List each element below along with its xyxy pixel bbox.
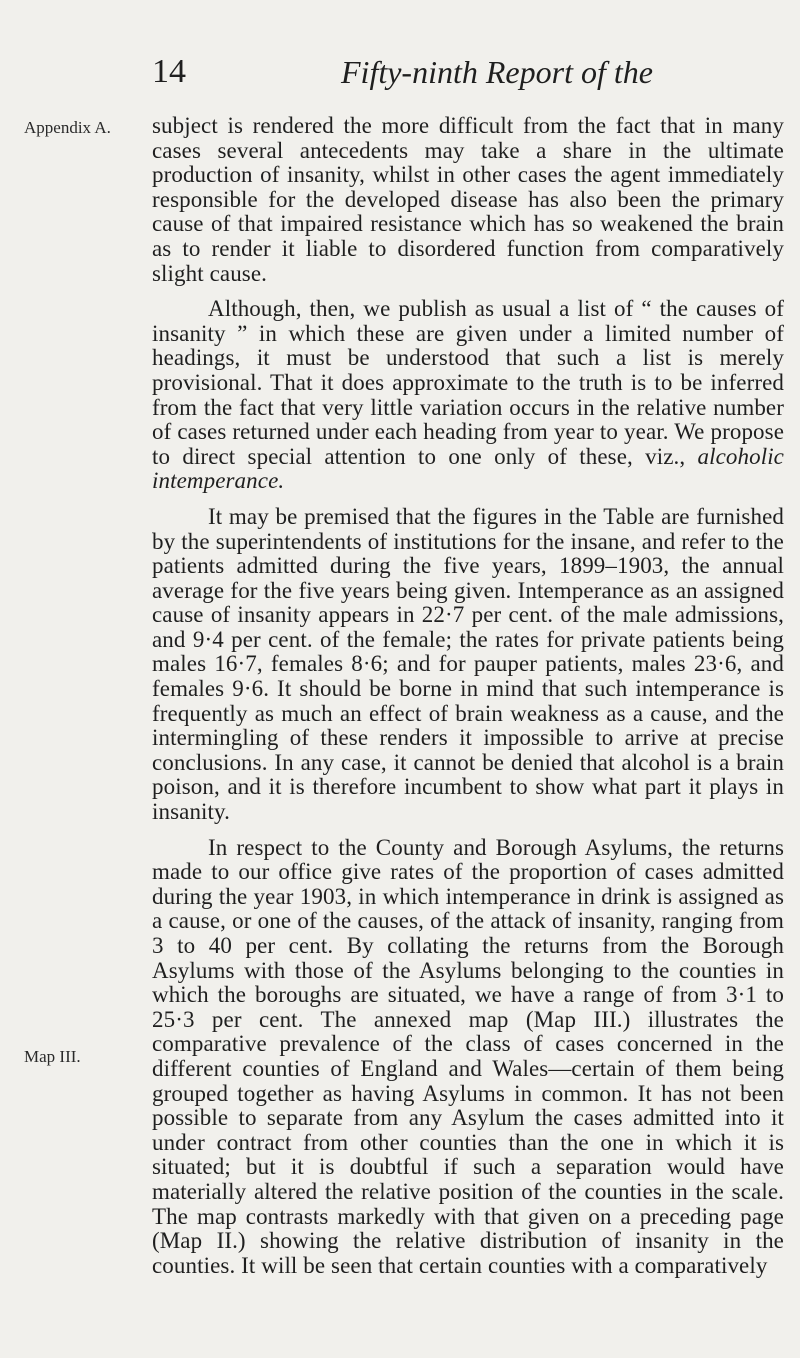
body-text — [152, 114, 784, 1289]
running-title: Fifty-ninth Report of the — [341, 54, 653, 90]
paragraph-2-emphasis: alcoholic intemperance. — [152, 443, 784, 494]
paragraph-2 — [152, 297, 784, 494]
paragraph-3: It may be premised that the figures in the Table are furnished by the superintendents of institutions for the insane, and refer to the patients admitted during the five years, 1899–1903, the annual average for the five years being given. Intemperance as an assigned cause of insanity appears in 22·7 per cent. of the male admissions, and 9·4 per cent. of the female; the rates for private patients being males 16·7, females 8·6; and for pauper patients, males 23·6, and females 9·6. It should be borne in mind that such intemperance is frequently as much an effect of brain weakness as a cause, and the intermingling of these renders it impossible to arrive at precise conclusions. In any case, it cannot be denied that alcohol is a brain poison, and it is therefore incumbent to show what part it plays in insanity. — [152, 503, 784, 825]
page-number: 14 — [152, 53, 186, 90]
paragraph-4: In respect to the County and Borough Asylums, the returns made to our office give rates of the proportion of cases admitted during the year 1903, in which intemperance in drink is assigned as a cause, or one of the causes, of the attack of insanity, ranging from 3 to 40 per cent. By collating the returns from the Borough Asylums with those of the Asylums belonging to the counties in which the boroughs are situated, we have a range of from 3·1 to 25·3 per cent. The annexed map (Map III.) illustrates the comparative prevalence of the class of cases concerned in the different counties of England and Wales—certain of them being grouped together as having Asylums in common. It has not been possible to separate from any Asylum the cases admitted into it under contract from other counties than the one in which it is situated; but it is doubtful if such a separation would have materially altered the relative position of the counties in the scale. The map contrasts markedly with that given on a preceding page (Map II.) showing the relative distribution of insanity in the counties. It will be seen that certain counties with a comparatively — [152, 834, 784, 1278]
paragraph-1: subject is rendered the more difficult from the fact that in many cases several antecedents may take a share in the ultimate production of insanity, whilst in other cases the agent immediately responsible for the developed disease has also been the primary cause of that impaired resistance which has so weakened the brain as to render it liable to disordered function from comparatively slight cause. — [152, 113, 784, 286]
margin-note-appendix: Appendix A. — [24, 118, 111, 137]
paragraph-2-text: Although, then, we publish as usual a list of “ the causes of insanity ” in which these are given under a limited number of headings, it must be understood that such a list is merely provisional. That it does approximate to the truth is to be inferred from the fact that very little variation occurs in the relative number of cases returned under each heading from year to year. We propose to direct special attention to one only of these, viz., — [152, 296, 784, 469]
margin-note-map: Map III. — [24, 1047, 81, 1066]
